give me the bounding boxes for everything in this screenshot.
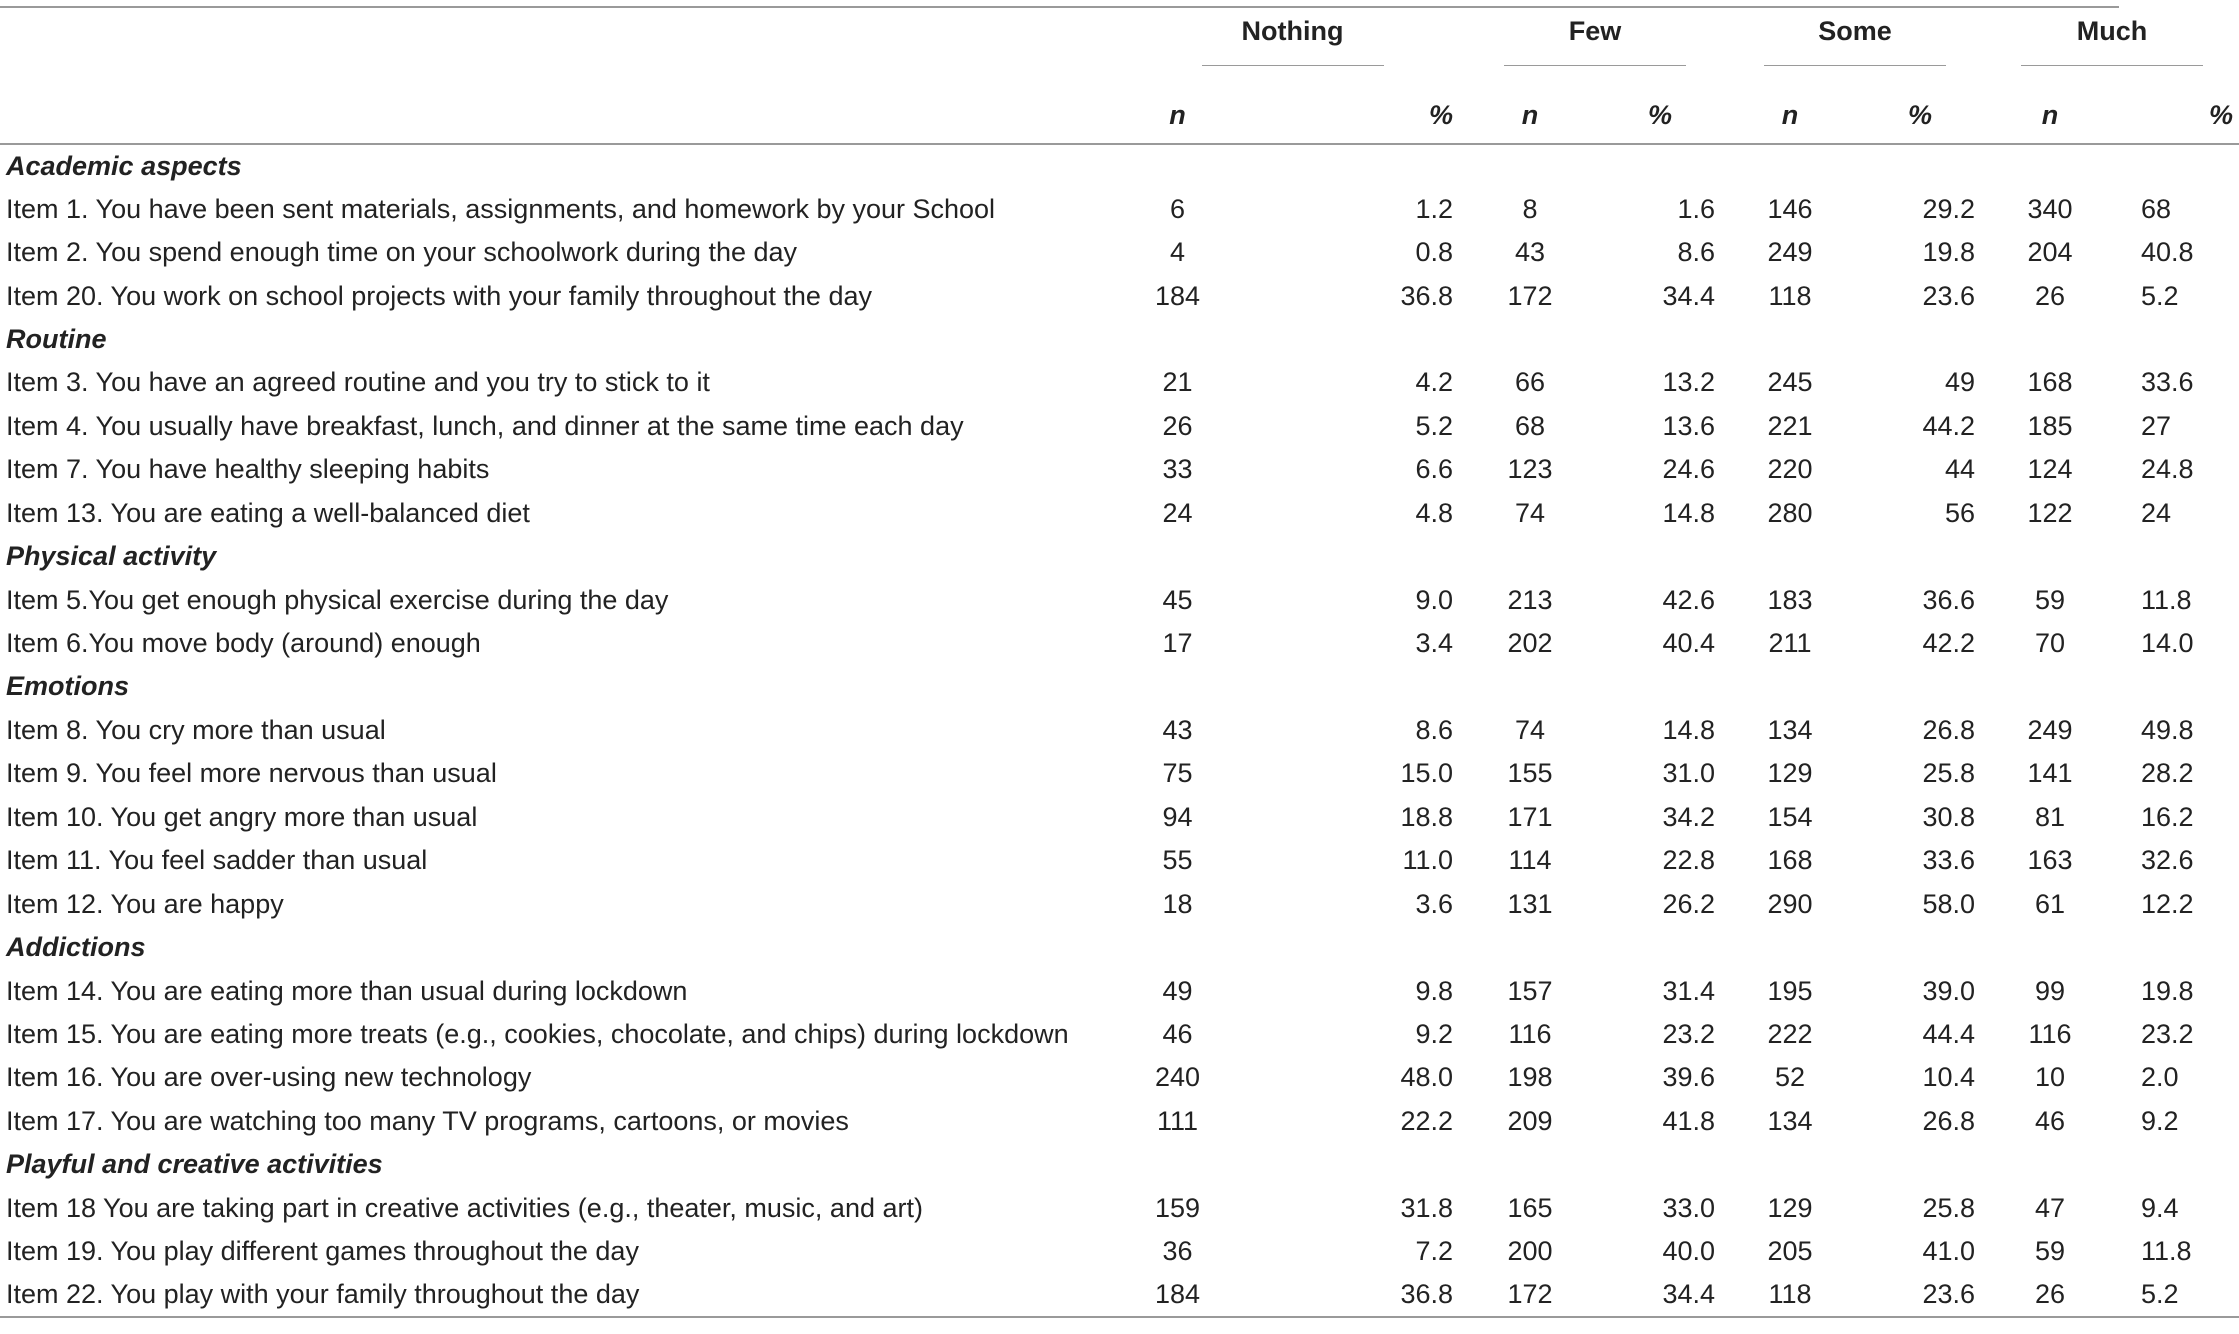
item-label: Item 12. You are happy bbox=[6, 888, 284, 919]
item-label: Item 3. You have an agreed routine and you try to stick to it bbox=[6, 367, 710, 398]
count-cell: 43 bbox=[1162, 714, 1193, 745]
percent-cell: 41.0 bbox=[1922, 1236, 1975, 1267]
count-cell: 116 bbox=[1508, 1018, 1552, 1049]
count-cell: 205 bbox=[1767, 1236, 1813, 1267]
percent-cell: 9.8 bbox=[1415, 975, 1453, 1006]
percent-cell: 23.2 bbox=[1662, 1018, 1715, 1049]
count-cell: 68 bbox=[1514, 410, 1546, 441]
percent-cell: 3.6 bbox=[1415, 888, 1453, 919]
table-row bbox=[0, 1230, 2239, 1273]
percent-cell: 9.0 bbox=[1415, 584, 1453, 615]
item-label: Item 2. You spend enough time on your schoolwork during the day bbox=[6, 237, 798, 268]
percent-cell: 9.2 bbox=[2141, 1105, 2179, 1136]
percent-cell: 6.6 bbox=[1415, 454, 1453, 485]
percent-cell: 24 bbox=[2141, 497, 2172, 528]
percent-cell: 25.8 bbox=[1922, 1192, 1975, 1223]
percent-cell: 5.2 bbox=[2141, 280, 2179, 311]
count-cell: 222 bbox=[1767, 1018, 1813, 1049]
count-cell: 213 bbox=[1507, 584, 1553, 615]
item-label: Item 18 You are taking part in creative activities (e.g., theater, music, and art) bbox=[6, 1192, 923, 1223]
percent-cell: 49.8 bbox=[2141, 714, 2194, 745]
percent-cell: 18.8 bbox=[1400, 801, 1453, 832]
count-cell: 55 bbox=[1162, 845, 1193, 876]
count-cell: 59 bbox=[2034, 1236, 2066, 1267]
table-row bbox=[0, 752, 2239, 795]
percent-cell: 23.6 bbox=[1855, 1273, 1985, 1316]
count-cell: 6 bbox=[1169, 193, 1186, 224]
percent-cell: 3.4 bbox=[1415, 628, 1453, 659]
count-cell: 165 bbox=[1507, 1192, 1553, 1223]
percent-cell: 9.4 bbox=[2141, 1192, 2179, 1223]
category-label: Physical activity bbox=[6, 541, 217, 572]
group-header-some: Some bbox=[1725, 0, 1985, 72]
percent-cell: 9.2 bbox=[1415, 1018, 1453, 1049]
item-label: Item 1. You have been sent materials, assignments, and homework by your School bbox=[6, 193, 996, 224]
percent-cell: 49 bbox=[1944, 367, 1975, 398]
table-row bbox=[0, 187, 2239, 230]
table-row bbox=[0, 578, 2239, 621]
percent-cell: 5.2 bbox=[1415, 410, 1453, 441]
item-label: Item 8. You cry more than usual bbox=[6, 714, 386, 745]
count-cell: 184 bbox=[1120, 1273, 1235, 1316]
count-cell: 81 bbox=[2034, 801, 2066, 832]
count-cell: 220 bbox=[1767, 454, 1813, 485]
percent-cell: 11.8 bbox=[2141, 1236, 2192, 1267]
percent-cell: 4.8 bbox=[1415, 497, 1453, 528]
percent-cell: 26.8 bbox=[1922, 714, 1975, 745]
percent-cell: 13.6 bbox=[1662, 410, 1715, 441]
count-cell: 124 bbox=[2027, 454, 2073, 485]
pct-header: % bbox=[1595, 72, 1725, 144]
count-cell: 184 bbox=[1154, 280, 1201, 311]
category-label: Routine bbox=[6, 323, 107, 354]
table-row bbox=[0, 1013, 2239, 1056]
percent-cell: 34.2 bbox=[1662, 801, 1715, 832]
n-header: n bbox=[1985, 72, 2115, 144]
percent-cell: 26.2 bbox=[1662, 888, 1715, 919]
percent-cell: 23.2 bbox=[2141, 1018, 2194, 1049]
count-cell: 159 bbox=[1154, 1192, 1201, 1223]
percent-cell: 24.6 bbox=[1662, 454, 1715, 485]
count-cell: 21 bbox=[1162, 367, 1193, 398]
percent-cell: 42.6 bbox=[1662, 584, 1715, 615]
table-row bbox=[0, 882, 2239, 925]
count-cell: 200 bbox=[1507, 1236, 1553, 1267]
item-label: Item 6.You move body (around) enough bbox=[6, 628, 481, 659]
percent-cell: 30.8 bbox=[1922, 801, 1975, 832]
percent-cell: 58.0 bbox=[1922, 888, 1975, 919]
percent-cell: 39.6 bbox=[1662, 1062, 1715, 1093]
percent-cell: 15.0 bbox=[1400, 758, 1453, 789]
percent-cell: 40.4 bbox=[1662, 628, 1715, 659]
percent-cell: 36.6 bbox=[1922, 584, 1975, 615]
count-cell: 17 bbox=[1162, 628, 1193, 659]
count-cell: 249 bbox=[2027, 714, 2073, 745]
category-label: Emotions bbox=[6, 671, 130, 702]
category-label: Academic aspects bbox=[6, 150, 242, 181]
percent-cell: 68 bbox=[2141, 193, 2172, 224]
count-cell: 183 bbox=[1767, 584, 1813, 615]
table-row bbox=[0, 361, 2239, 404]
count-cell: 94 bbox=[1162, 801, 1193, 832]
count-cell: 4 bbox=[1169, 237, 1186, 268]
percent-cell: 22.8 bbox=[1662, 845, 1715, 876]
percent-cell: 25.8 bbox=[1922, 758, 1975, 789]
count-cell: 198 bbox=[1507, 1062, 1553, 1093]
count-cell: 245 bbox=[1767, 367, 1813, 398]
count-cell: 24 bbox=[1162, 497, 1193, 528]
item-label: Item 13. You are eating a well-balanced diet bbox=[6, 497, 530, 528]
count-cell: 99 bbox=[2034, 975, 2066, 1006]
category-row bbox=[0, 926, 2239, 969]
percent-cell: 32.6 bbox=[2141, 845, 2194, 876]
group-header-nothing: Nothing bbox=[1120, 0, 1465, 72]
n-header: n bbox=[1465, 72, 1595, 144]
table-row bbox=[0, 274, 2239, 317]
count-cell: 46 bbox=[1162, 1018, 1193, 1049]
category-row bbox=[0, 1143, 2239, 1186]
count-cell: 280 bbox=[1767, 497, 1813, 528]
count-cell: 43 bbox=[1514, 237, 1546, 268]
table-row bbox=[0, 405, 2239, 448]
count-cell: 202 bbox=[1507, 628, 1553, 659]
n-header: n bbox=[1725, 72, 1855, 144]
count-cell: 134 bbox=[1767, 714, 1813, 745]
count-cell: 129 bbox=[1767, 758, 1813, 789]
count-cell: 146 bbox=[1767, 193, 1813, 224]
category-label: Addictions bbox=[6, 932, 146, 963]
percent-cell: 8.6 bbox=[1677, 237, 1715, 268]
category-row bbox=[0, 665, 2239, 708]
item-label: Item 22. You play with your family throughout the day bbox=[0, 1273, 1120, 1316]
percent-cell: 19.8 bbox=[1922, 237, 1975, 268]
table-header bbox=[0, 0, 2239, 144]
item-label: Item 19. You play different games throughout the day bbox=[6, 1236, 639, 1267]
count-cell: 111 bbox=[1156, 1105, 1199, 1136]
n-header: n bbox=[1120, 72, 1235, 144]
pct-header: % bbox=[1855, 72, 1985, 144]
percent-cell: 8.6 bbox=[1415, 714, 1453, 745]
percent-cell: 29.2 bbox=[1922, 193, 1975, 224]
table-row bbox=[0, 492, 2239, 535]
item-label: Item 5.You get enough physical exercise during the day bbox=[6, 584, 669, 615]
item-label: Item 7. You have healthy sleeping habits bbox=[6, 454, 490, 485]
count-cell: 185 bbox=[2027, 410, 2073, 441]
count-cell: 18 bbox=[1162, 888, 1193, 919]
percent-cell: 10.4 bbox=[1922, 1062, 1975, 1093]
count-cell: 36 bbox=[1162, 1236, 1193, 1267]
count-cell: 123 bbox=[1507, 454, 1553, 485]
percent-cell: 5.2 bbox=[2115, 1273, 2239, 1316]
count-cell: 49 bbox=[1162, 975, 1193, 1006]
count-cell: 74 bbox=[1514, 714, 1546, 745]
table-row bbox=[0, 622, 2239, 665]
count-cell: 52 bbox=[1774, 1062, 1806, 1093]
count-cell: 290 bbox=[1767, 888, 1813, 919]
count-cell: 114 bbox=[1508, 845, 1552, 876]
percent-cell: 24.8 bbox=[2141, 454, 2194, 485]
count-cell: 129 bbox=[1767, 1192, 1813, 1223]
table-row bbox=[0, 969, 2239, 1012]
header-blank bbox=[0, 0, 1120, 72]
percent-cell: 56 bbox=[1944, 497, 1975, 528]
count-cell: 141 bbox=[2027, 758, 2073, 789]
percent-cell: 16.2 bbox=[2141, 801, 2194, 832]
percent-cell: 14.0 bbox=[2141, 628, 2194, 659]
count-cell: 204 bbox=[2027, 237, 2073, 268]
table-row bbox=[0, 709, 2239, 752]
table-row bbox=[0, 1187, 2239, 1230]
percent-cell: 31.0 bbox=[1662, 758, 1715, 789]
table-row bbox=[0, 1273, 2239, 1316]
percent-cell: 0.8 bbox=[1415, 237, 1453, 268]
item-label: Item 4. You usually have breakfast, lunch, and dinner at the same time each day bbox=[6, 410, 964, 441]
percent-cell: 22.2 bbox=[1400, 1105, 1453, 1136]
percent-cell: 34.4 bbox=[1595, 1273, 1725, 1316]
count-cell: 74 bbox=[1514, 497, 1546, 528]
count-cell: 70 bbox=[2034, 628, 2066, 659]
count-cell: 10 bbox=[2034, 1062, 2066, 1093]
percent-cell: 31.4 bbox=[1662, 975, 1715, 1006]
count-cell: 171 bbox=[1507, 801, 1553, 832]
count-cell: 195 bbox=[1767, 975, 1813, 1006]
count-cell: 122 bbox=[2027, 497, 2073, 528]
count-cell: 168 bbox=[2027, 367, 2073, 398]
count-cell: 66 bbox=[1514, 367, 1546, 398]
count-cell: 45 bbox=[1162, 584, 1193, 615]
percent-cell: 40.8 bbox=[2141, 237, 2194, 268]
count-cell: 46 bbox=[2034, 1105, 2066, 1136]
percent-cell: 44 bbox=[1944, 454, 1975, 485]
count-cell: 209 bbox=[1507, 1105, 1553, 1136]
percent-cell: 19.8 bbox=[2141, 975, 2194, 1006]
count-cell: 26 bbox=[1162, 410, 1193, 441]
count-cell: 116 bbox=[2028, 1018, 2072, 1049]
category-label: Playful and creative activities bbox=[6, 1149, 383, 1180]
table-body bbox=[0, 144, 2239, 1317]
percent-cell: 33.6 bbox=[2141, 367, 2194, 398]
count-cell: 131 bbox=[1507, 888, 1553, 919]
percent-cell: 34.4 bbox=[1662, 280, 1715, 311]
percent-cell: 26.8 bbox=[1922, 1105, 1975, 1136]
count-cell: 221 bbox=[1767, 410, 1813, 441]
table-row bbox=[0, 1056, 2239, 1099]
percent-cell: 1.6 bbox=[1677, 193, 1715, 224]
item-label: Item 16. You are over-using new technology bbox=[6, 1062, 532, 1093]
percent-cell: 39.0 bbox=[1922, 975, 1975, 1006]
count-cell: 157 bbox=[1507, 975, 1553, 1006]
table-row bbox=[0, 448, 2239, 491]
percent-cell: 42.2 bbox=[1922, 628, 1975, 659]
group-header-few: Few bbox=[1465, 0, 1725, 72]
percent-cell: 31.8 bbox=[1400, 1192, 1453, 1223]
count-cell: 155 bbox=[1507, 758, 1553, 789]
item-label: Item 14. You are eating more than usual during lockdown bbox=[6, 975, 688, 1006]
percent-cell: 27 bbox=[2141, 410, 2172, 441]
count-cell: 168 bbox=[1767, 845, 1813, 876]
percent-cell: 40.0 bbox=[1662, 1236, 1715, 1267]
category-row bbox=[0, 144, 2239, 187]
percent-cell: 41.8 bbox=[1662, 1105, 1715, 1136]
item-label: Item 9. You feel more nervous than usual bbox=[6, 758, 497, 789]
count-cell: 61 bbox=[2034, 888, 2066, 919]
percent-cell: 48.0 bbox=[1400, 1062, 1453, 1093]
table-row bbox=[0, 796, 2239, 839]
count-cell: 134 bbox=[1767, 1105, 1813, 1136]
percent-cell: 13.2 bbox=[1662, 367, 1715, 398]
count-cell: 26 bbox=[2034, 280, 2066, 311]
percent-cell: 23.6 bbox=[1922, 280, 1975, 311]
percent-cell: 33.0 bbox=[1662, 1192, 1715, 1223]
percent-cell: 2.0 bbox=[2141, 1062, 2179, 1093]
count-cell: 33 bbox=[1162, 454, 1193, 485]
category-row bbox=[0, 535, 2239, 578]
group-header-much: Much bbox=[1985, 0, 2239, 72]
percent-cell: 36.8 bbox=[1235, 1273, 1465, 1316]
percent-cell: 33.6 bbox=[1922, 845, 1975, 876]
percent-cell: 44.2 bbox=[1922, 410, 1975, 441]
count-cell: 211 bbox=[1768, 628, 1812, 659]
count-cell: 340 bbox=[2027, 193, 2073, 224]
count-cell: 249 bbox=[1767, 237, 1813, 268]
percent-cell: 4.2 bbox=[1415, 367, 1453, 398]
table-row bbox=[0, 231, 2239, 274]
percent-cell: 12.2 bbox=[2141, 888, 2194, 919]
percent-cell: 11.0 bbox=[1402, 845, 1453, 876]
header-blank bbox=[0, 72, 1120, 144]
percent-cell: 7.2 bbox=[1415, 1236, 1453, 1267]
count-cell: 118 bbox=[1768, 280, 1812, 311]
pct-header: % bbox=[2115, 72, 2239, 144]
count-cell: 47 bbox=[2034, 1192, 2066, 1223]
count-cell: 172 bbox=[1507, 280, 1553, 311]
table-row bbox=[0, 839, 2239, 882]
count-cell: 8 bbox=[1522, 193, 1538, 224]
count-cell: 75 bbox=[1162, 758, 1193, 789]
count-cell: 240 bbox=[1154, 1062, 1201, 1093]
percent-cell: 14.8 bbox=[1662, 497, 1715, 528]
percent-cell: 14.8 bbox=[1662, 714, 1715, 745]
item-label: Item 11. You feel sadder than usual bbox=[6, 845, 428, 876]
percent-cell: 28.2 bbox=[2141, 758, 2194, 789]
item-label: Item 20. You work on school projects with your family throughout the day bbox=[6, 280, 872, 311]
count-cell: 26 bbox=[1985, 1273, 2115, 1316]
percent-cell: 1.2 bbox=[1415, 193, 1453, 224]
percent-cell: 36.8 bbox=[1400, 280, 1453, 311]
percent-cell: 44.4 bbox=[1922, 1018, 1975, 1049]
pct-header: % bbox=[1235, 72, 1465, 144]
item-label: Item 15. You are eating more treats (e.g., cookies, chocolate, and chips) during lockdown bbox=[6, 1018, 1069, 1049]
category-row bbox=[0, 318, 2239, 361]
count-cell: 172 bbox=[1465, 1273, 1595, 1316]
table-row bbox=[0, 1100, 2239, 1143]
count-cell: 154 bbox=[1767, 801, 1813, 832]
count-cell: 163 bbox=[2027, 845, 2073, 876]
count-cell: 118 bbox=[1725, 1273, 1855, 1316]
item-label: Item 17. You are watching too many TV programs, cartoons, or movies bbox=[6, 1105, 849, 1136]
percent-cell: 11.8 bbox=[2141, 584, 2192, 615]
item-label: Item 10. You get angry more than usual bbox=[6, 801, 478, 832]
count-cell: 59 bbox=[2034, 584, 2066, 615]
